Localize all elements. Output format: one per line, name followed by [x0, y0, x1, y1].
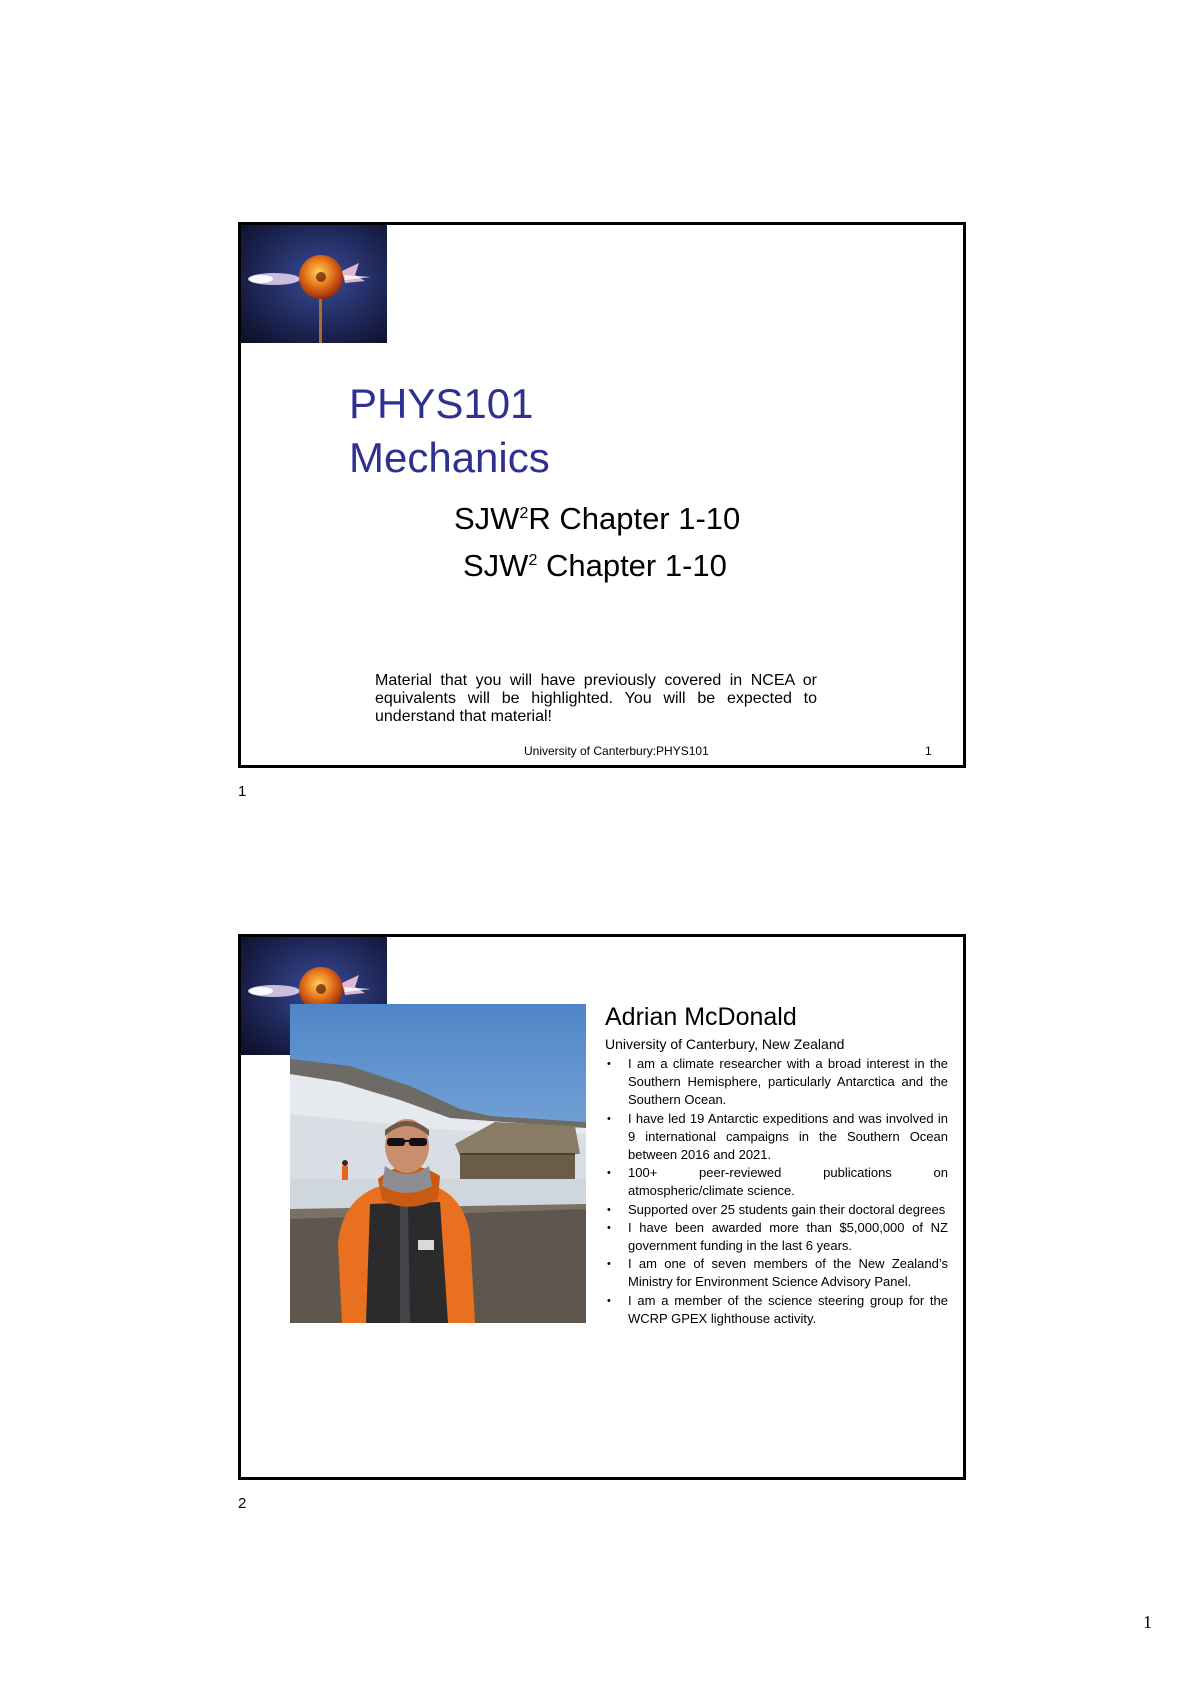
presenter-photo-image: [290, 1004, 586, 1323]
slide-footer: University of Canterbury:PHYS101: [524, 744, 709, 758]
bio-bullet: • I am a member of the science steering group for the WCRP GPEX lighthouse activity.: [605, 1292, 948, 1328]
bio-bullet: • I have been awarded more than $5,000,000 of NZ government funding in the last 6 years.: [605, 1219, 948, 1255]
bio-bullet: • 100+ peer-reviewed publications on atmospheric/climate science.: [605, 1164, 948, 1200]
slide-1-number: 1: [238, 783, 247, 800]
bio-bullet: • I am one of seven members of the New Zealand’s Ministry for Environment Science Advisory Panel.: [605, 1255, 948, 1291]
presenter-name: Adrian McDonald: [605, 1003, 797, 1031]
page-number: 1: [1143, 1612, 1152, 1632]
textbook-chapters-2: SJW$^2$ Chapter 1-10: [463, 548, 727, 583]
slide-footer-number: 1: [925, 744, 932, 758]
bio-bullet-list: [605, 1055, 948, 1328]
bio-bullet: • I have led 19 Antarctic expeditions and was involved in 9 international campaigns in the Southern Ocean between 2016 and 2021.: [605, 1110, 948, 1165]
presenter-affiliation: University of Canterbury, New Zealand: [605, 1036, 845, 1052]
textbook-chapters-1: SJW$^2$R Chapter 1-10: [454, 501, 741, 536]
presenter-bio: [605, 1005, 948, 1328]
prior-material-note: Material that you will have previously covered in NCEA or equivalents will be highlighted. You will be expected to understand that material!: [375, 672, 817, 725]
bio-bullet: • Supported over 25 students gain their doctoral degrees: [605, 1201, 948, 1219]
corner-photo: [241, 225, 387, 343]
course-code: PHYS101: [349, 380, 534, 427]
presenter-photo: [290, 1004, 586, 1323]
slide-1: [238, 222, 966, 768]
slide-2-number: 2: [238, 1495, 247, 1512]
slide-2: [238, 934, 966, 1480]
corner-photo-image: [241, 225, 387, 343]
course-title: Mechanics: [349, 434, 550, 481]
bio-bullet: • I am a climate researcher with a broad interest in the Southern Hemisphere, particularly Antarctica and the Southern Ocean.: [605, 1055, 948, 1110]
